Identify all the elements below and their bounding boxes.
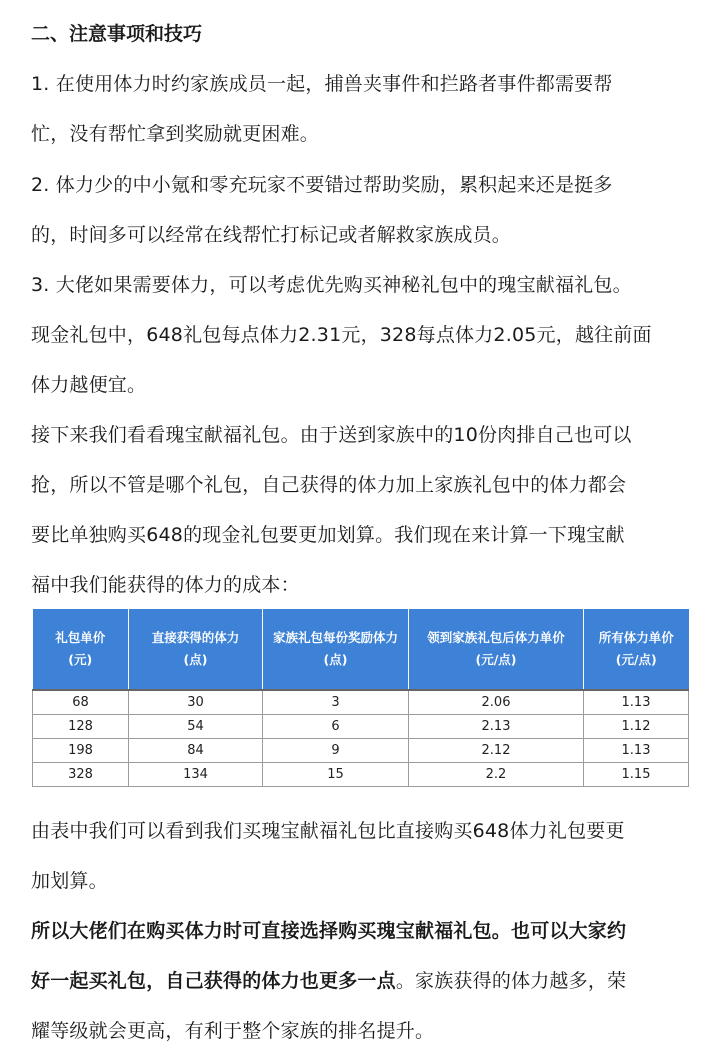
- cost-table: [32, 609, 689, 787]
- tip-2-paragraph: [31, 160, 696, 260]
- section-heading: 二、注意事项和技巧: [31, 23, 203, 45]
- text-line: 由表中我们可以看到我们买瑰宝献福礼包比直接购买648体力礼包要更: [31, 820, 625, 842]
- text-line: 1. 在使用体力时约家族成员一起，捕兽夹事件和拦路者事件都需要帮: [31, 73, 613, 95]
- normal-text: 。家族获得的体力越多，荣: [395, 970, 627, 992]
- table-cell: 2.2: [409, 763, 584, 787]
- table-row: [33, 690, 689, 715]
- header-unit-price-after-family: [409, 609, 584, 690]
- table-cell: 54: [129, 715, 263, 739]
- table-cell: 2.13: [409, 715, 584, 739]
- table-cell: 2.06: [409, 690, 584, 715]
- bold-text: 好一起买礼包，自己获得的体力也更多一点: [31, 970, 396, 992]
- mixed-text-line: [31, 956, 696, 1006]
- table-cell: 2.12: [409, 739, 584, 763]
- text-line: 抢，所以不管是哪个礼包，自己获得的体力加上家族礼包中的体力都会: [31, 474, 627, 496]
- table-cell: 128: [33, 715, 129, 739]
- text-line: 要比单独购买648的现金礼包要更加划算。我们现在来计算一下瑰宝献: [31, 524, 625, 546]
- header-text: (元/点): [615, 652, 657, 667]
- table-cell: 3: [263, 690, 409, 715]
- text-line: 的，时间多可以经常在线帮忙打标记或者解救家族成员。: [31, 224, 512, 246]
- header-text: (点): [323, 652, 348, 667]
- bold-text-line: 所以大佬们在购买体力时可直接选择购买瑰宝献福礼包。也可以大家约: [31, 920, 627, 942]
- text-line: 耀等级就会更高，有利于整个家族的排名提升。: [31, 1020, 435, 1042]
- header-text: 领到家族礼包后体力单价: [427, 630, 565, 645]
- header-text: 礼包单价: [55, 630, 106, 645]
- table-row: [33, 715, 689, 739]
- table-cell: 1.15: [584, 763, 689, 787]
- advice-paragraph: [31, 906, 696, 1056]
- text-line: 2. 体力少的中小氪和零充玩家不要错过帮助奖励，累积起来还是挺多: [31, 174, 613, 196]
- text-line: 体力越便宜。: [31, 374, 147, 396]
- table-row: [33, 739, 689, 763]
- table-cell: 328: [33, 763, 129, 787]
- header-total-unit-price: [584, 609, 689, 690]
- table-cell: 15: [263, 763, 409, 787]
- text-line: 现金礼包中，648礼包每点体力2.31元，328每点体力2.05元，越往前面: [31, 324, 652, 346]
- text-line: 加划算。: [31, 870, 108, 892]
- table-cell: 1.13: [584, 690, 689, 715]
- tip-1-paragraph: [31, 59, 696, 159]
- intro-paragraph: [31, 410, 696, 610]
- text-line: 接下来我们看看瑰宝献福礼包。由于送到家族中的10份肉排自己也可以: [31, 424, 632, 446]
- table-cell: 84: [129, 739, 263, 763]
- header-text: 直接获得的体力: [151, 630, 240, 645]
- table-cell: 30: [129, 690, 263, 715]
- text-line: 忙，没有帮忙拿到奖励就更困难。: [31, 123, 320, 145]
- table-cell: 1.12: [584, 715, 689, 739]
- table-cell: 1.13: [584, 739, 689, 763]
- conclusion-paragraph: [31, 806, 696, 906]
- table-cell: 68: [33, 690, 129, 715]
- header-text: (元/点): [475, 652, 517, 667]
- header-price: [33, 609, 129, 690]
- table-cell: 198: [33, 739, 129, 763]
- table-header-row: [33, 609, 689, 690]
- text-line: 3. 大佬如果需要体力，可以考虑优先购买神秘礼包中的瑰宝献福礼包。: [31, 274, 632, 296]
- table-cell: 9: [263, 739, 409, 763]
- header-text: 所有体力单价: [598, 630, 674, 645]
- tip-3-paragraph: [31, 260, 696, 410]
- header-family-reward: [263, 609, 409, 690]
- table-cell: 134: [129, 763, 263, 787]
- header-text: (点): [183, 652, 208, 667]
- table-row: [33, 763, 689, 787]
- table-cell: 6: [263, 715, 409, 739]
- header-text: 家族礼包每份奖励体力: [272, 630, 398, 645]
- header-text: (元): [68, 652, 93, 667]
- text-line: 福中我们能获得的体力的成本：: [31, 574, 300, 596]
- header-direct-stamina: [129, 609, 263, 690]
